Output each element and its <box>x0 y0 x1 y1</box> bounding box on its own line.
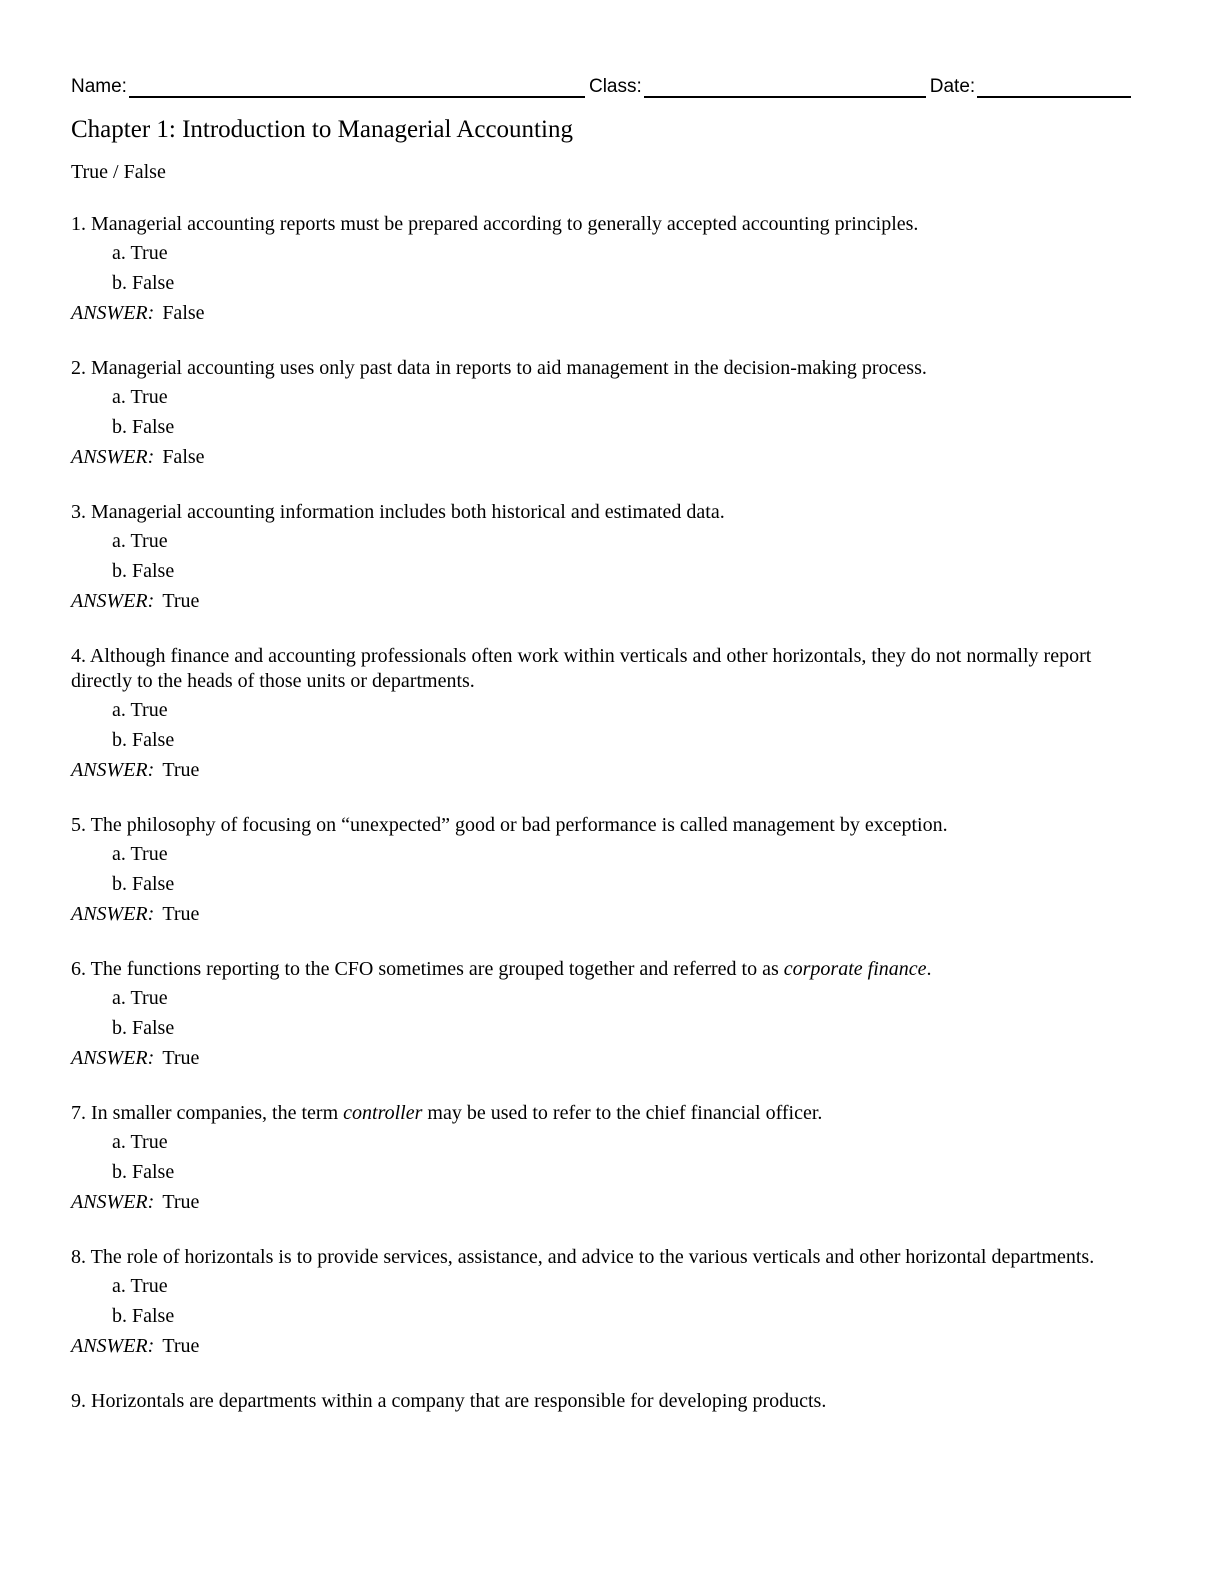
option-a: a. True <box>112 1131 168 1153</box>
answer-line <box>71 1043 1146 1073</box>
question-text <box>71 356 1146 381</box>
name-label: Name: <box>71 76 127 97</box>
chapter-title: Chapter 1: Introduction to Managerial Accounting <box>71 116 573 143</box>
answer-line <box>71 1331 1146 1361</box>
question-text-part: 4. Although finance and accounting professionals often work within verticals and other horizontals, they do not normally report directly to the heads of those units or departments. <box>71 645 1092 692</box>
option-b: b. False <box>112 416 175 438</box>
question-1 <box>71 212 1146 328</box>
student-info-header <box>71 70 1146 98</box>
question-text-part: 2. Managerial accounting uses only past data in reports to aid management in the decision-making process. <box>71 357 927 379</box>
option-b: b. False <box>112 1305 175 1327</box>
answer-value: True <box>162 1335 200 1357</box>
question-4 <box>71 644 1146 785</box>
option-a: a. True <box>112 843 168 865</box>
question-text-italic: corporate finance <box>783 958 927 980</box>
answer-line <box>71 755 1146 785</box>
option-a: a. True <box>112 987 168 1009</box>
question-text <box>71 500 1146 525</box>
date-label: Date: <box>929 76 976 97</box>
answer-label: ANSWER: <box>71 1191 155 1213</box>
option-b: b. False <box>112 873 175 895</box>
question-8 <box>71 1245 1146 1361</box>
question-text-part: . <box>926 958 932 980</box>
answer-label: ANSWER: <box>71 759 155 781</box>
option-a: a. True <box>112 530 168 552</box>
answer-value: True <box>162 903 200 925</box>
answer-line <box>71 586 1146 616</box>
question-text <box>71 212 1146 237</box>
question-text-part: 6. The functions reporting to the CFO sometimes are grouped together and referred to as <box>71 958 784 980</box>
answer-label: ANSWER: <box>71 1047 155 1069</box>
question-6 <box>71 957 1146 1073</box>
answer-line <box>71 298 1146 328</box>
answer-value: False <box>162 302 205 324</box>
class-blank-line <box>644 74 926 98</box>
answer-value: False <box>162 446 205 468</box>
option-a: a. True <box>112 699 168 721</box>
answer-value: True <box>162 590 200 612</box>
name-blank-line <box>129 74 585 98</box>
option-b: b. False <box>112 1161 175 1183</box>
question-text <box>71 644 1146 694</box>
option-a: a. True <box>112 1275 168 1297</box>
option-b: b. False <box>112 1017 175 1039</box>
answer-label: ANSWER: <box>71 903 155 925</box>
question-text-part: 9. Horizontals are departments within a company that are responsible for developing products. <box>71 1390 827 1412</box>
question-text-italic: controller <box>343 1102 423 1124</box>
option-a: a. True <box>112 386 168 408</box>
question-text <box>71 1245 1146 1270</box>
question-9 <box>71 1389 1146 1414</box>
section-label: True / False <box>71 161 166 183</box>
answer-label: ANSWER: <box>71 446 155 468</box>
answer-line <box>71 899 1146 929</box>
question-text-part: 8. The role of horizontals is to provide services, assistance, and advice to the various verticals and other horizontal departments. <box>71 1246 1095 1268</box>
worksheet-page <box>71 70 1146 1414</box>
option-b: b. False <box>112 272 175 294</box>
question-text-part: 7. In smaller companies, the term <box>71 1102 344 1124</box>
question-7 <box>71 1101 1146 1217</box>
question-text <box>71 957 1146 982</box>
answer-label: ANSWER: <box>71 302 155 324</box>
option-b: b. False <box>112 560 175 582</box>
answer-line <box>71 442 1146 472</box>
question-text-part: may be used to refer to the chief financial officer. <box>422 1102 823 1124</box>
question-5 <box>71 813 1146 929</box>
question-text-part: 1. Managerial accounting reports must be prepared according to generally accepted accounting principles. <box>71 213 919 235</box>
question-text <box>71 813 1146 838</box>
answer-label: ANSWER: <box>71 590 155 612</box>
date-blank-line <box>977 74 1131 98</box>
answer-value: True <box>162 1191 200 1213</box>
question-3 <box>71 500 1146 616</box>
question-text-part: 3. Managerial accounting information includes both historical and estimated data. <box>71 501 725 523</box>
option-a: a. True <box>112 242 168 264</box>
class-label: Class: <box>588 76 642 97</box>
answer-label: ANSWER: <box>71 1335 155 1357</box>
option-b: b. False <box>112 729 175 751</box>
question-text-part: 5. The philosophy of focusing on “unexpected” good or bad performance is called management by exception. <box>71 814 948 836</box>
question-text <box>71 1101 1146 1126</box>
answer-value: True <box>162 759 200 781</box>
question-text <box>71 1389 1146 1414</box>
answer-line <box>71 1187 1146 1217</box>
answer-value: True <box>162 1047 200 1069</box>
question-2 <box>71 356 1146 472</box>
